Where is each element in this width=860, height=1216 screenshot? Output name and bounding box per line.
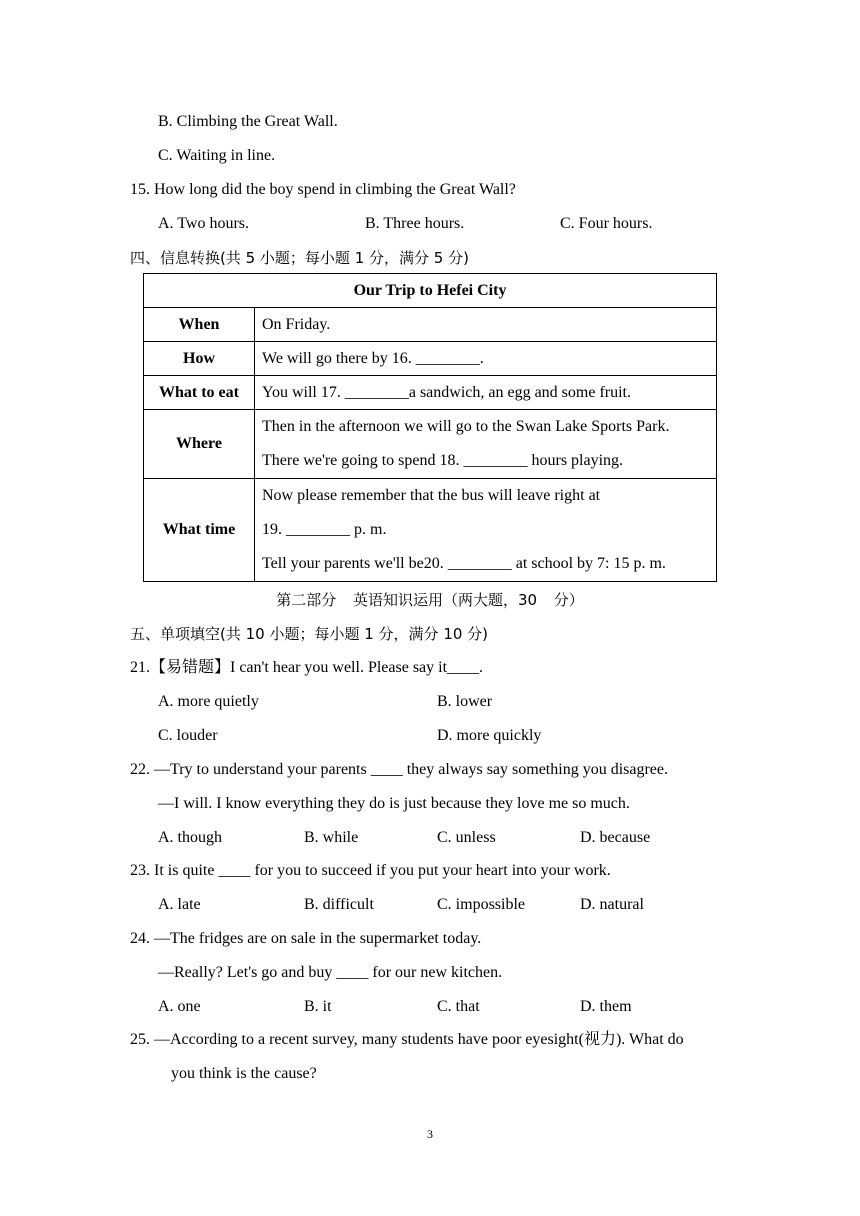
q24-option-b: B. it: [304, 998, 332, 1015]
row-line: On Friday.: [262, 315, 331, 333]
table-row: [144, 308, 717, 342]
q15-option-a: A. Two hours.: [158, 215, 250, 232]
q24-reply: —Really? Let's go and buy ____ for our new kitchen.: [158, 964, 503, 981]
q22-stem: 22. —Try to understand your parents ____ they always say something you disagree.: [130, 761, 668, 778]
q23-option-a: A. late: [158, 896, 201, 913]
row-content-what-to-eat: [255, 376, 717, 410]
row-label-when: When: [144, 308, 255, 342]
table-row: [144, 479, 717, 582]
row-content-what-time: [255, 479, 717, 582]
table-title: Our Trip to Hefei City: [144, 274, 717, 308]
q21-stem: 21.【易错题】I can't hear you well. Please say it____.: [130, 659, 484, 676]
row-line: We will go there by 16. ________.: [262, 349, 484, 367]
row-line: Now please remember that the bus will leave right at: [262, 487, 601, 504]
part2-heading: 第二部分 英语知识运用（两大题，30 分）: [276, 591, 584, 609]
row-line: Then in the afternoon we will go to the Swan Lake Sports Park.: [262, 418, 670, 435]
q15-option-c: C. Four hours.: [560, 215, 653, 232]
q23-stem: 23. It is quite ____ for you to succeed if you put your heart into your work.: [130, 862, 611, 879]
row-content-how: [255, 342, 717, 376]
q24-option-d: D. them: [580, 998, 632, 1015]
q22-option-b: B. while: [304, 829, 359, 846]
q23-option-b: B. difficult: [304, 896, 374, 913]
page-number: 3: [427, 1127, 433, 1141]
q22-option-a: A. though: [158, 829, 222, 846]
row-label-how: How: [144, 342, 255, 376]
q21-option-c: C. louder: [158, 727, 218, 744]
section5-heading: 五、单项填空(共 10 小题；每小题 1 分，满分 10 分): [130, 625, 489, 643]
q22-reply: —I will. I know everything they do is just because they love me so much.: [158, 795, 630, 812]
row-label-where: Where: [144, 410, 255, 479]
row-label-what-time: What time: [144, 479, 255, 582]
q15-option-b: B. Three hours.: [365, 215, 465, 232]
q14-option-c: C. Waiting in line.: [158, 147, 276, 164]
q15-stem: 15. How long did the boy spend in climbing the Great Wall?: [130, 181, 516, 198]
q24-stem: 24. —The fridges are on sale in the supermarket today.: [130, 930, 482, 947]
q22-option-c: C. unless: [437, 829, 496, 846]
q23-option-d: D. natural: [580, 896, 644, 913]
q25-stem: 25. —According to a recent survey, many students have poor eyesight(视力). What do: [130, 1031, 684, 1048]
table-row: [144, 342, 717, 376]
q21-option-a: A. more quietly: [158, 693, 259, 710]
table-row: [144, 376, 717, 410]
row-line: There we're going to spend 18. ________ hours playing.: [262, 452, 624, 469]
row-content-where: [255, 410, 717, 479]
row-content-when: [255, 308, 717, 342]
q24-option-a: A. one: [158, 998, 201, 1015]
q25-stem-continued: you think is the cause?: [171, 1065, 317, 1082]
trip-table: [143, 273, 717, 582]
section4-heading: 四、信息转换(共 5 小题；每小题 1 分，满分 5 分): [130, 249, 469, 267]
q22-option-d: D. because: [580, 829, 651, 846]
q24-option-c: C. that: [437, 998, 480, 1015]
q14-option-b: B. Climbing the Great Wall.: [158, 113, 338, 130]
row-line: You will 17. ________a sandwich, an egg and some fruit.: [262, 383, 631, 401]
q21-option-d: D. more quickly: [437, 727, 542, 744]
table-row: [144, 410, 717, 479]
row-line: 19. ________ p. m.: [262, 521, 387, 538]
row-label-what-to-eat: What to eat: [144, 376, 255, 410]
q21-option-b: B. lower: [437, 693, 493, 710]
q23-option-c: C. impossible: [437, 896, 526, 913]
row-line: Tell your parents we'll be20. ________ at school by 7: 15 p. m.: [262, 555, 666, 572]
